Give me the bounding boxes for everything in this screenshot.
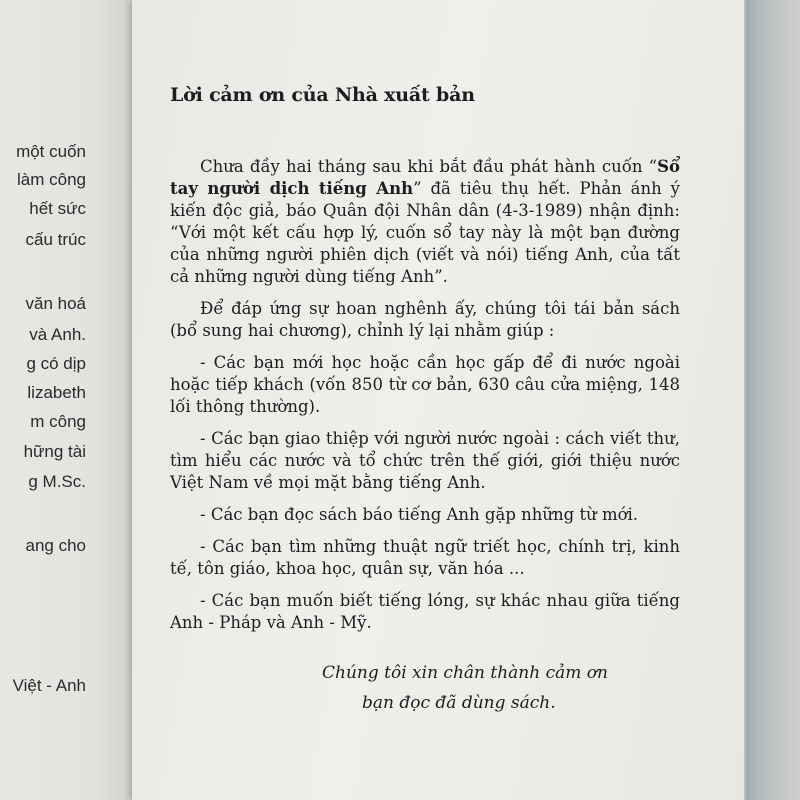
left-page-line: lizabeth bbox=[27, 383, 86, 402]
left-page-line: hết sức bbox=[29, 199, 86, 218]
left-page-line: ang cho bbox=[25, 536, 86, 555]
book-title: Sổ tay người dịch tiếng Anh bbox=[170, 157, 680, 198]
intro-text-before: Chưa đầy hai tháng sau khi bắt đầu phát hành cuốn “ bbox=[200, 157, 658, 176]
left-page-line: và Anh. bbox=[29, 325, 86, 344]
left-page-line: hững tài bbox=[23, 442, 86, 461]
left-page-line: g M.Sc. bbox=[28, 472, 86, 491]
list-item: - Các bạn giao thiệp với người nước ngoài : cách viết thư, tìm hiểu các nước và tổ chức trên thế giới, giới thiệu nước Việt Nam về mọi mặt bằng tiếng Anh. bbox=[170, 429, 680, 492]
page-heading: Lời cảm ơn của Nhà xuất bản bbox=[170, 84, 475, 106]
list-item: - Các bạn mới học hoặc cần học gấp để đi nước ngoài hoặc tiếp khách (vốn 850 từ cơ bản, 630 câu cửa miệng, 148 lối thông thường). bbox=[170, 353, 680, 416]
left-page-line: m công bbox=[30, 412, 86, 431]
list-item: - Các bạn đọc sách báo tiếng Anh gặp những từ mới. bbox=[200, 505, 639, 524]
left-page-line: g có dịp bbox=[26, 354, 86, 373]
closing-thanks bbox=[170, 658, 680, 718]
left-page-line: làm công bbox=[17, 170, 86, 189]
page-content bbox=[170, 84, 680, 718]
background-surface bbox=[740, 0, 800, 800]
main-page bbox=[132, 0, 746, 800]
closing-line: bạn đọc đã dùng sách. bbox=[362, 693, 556, 713]
list-item: - Các bạn tìm những thuật ngữ triết học, chính trị, kinh tế, tôn giáo, khoa học, quân sự, văn hóa ... bbox=[170, 537, 680, 578]
intro-text-after: ” đã tiêu thụ hết. Phản ánh ý kiến độc giả, báo Quân đội Nhân dân (4-3-1989) nhận định: “Với một kết cấu hợp lý, cuốn sổ tay này là một bạn đường của những người phiên dịch (viết và nói) tiếng Anh, của tất cả những người dùng tiếng Anh”. bbox=[170, 179, 681, 286]
left-page-line: cấu trúc bbox=[25, 230, 86, 249]
closing-line: Chúng tôi xin chân thành cảm ơn bbox=[322, 663, 608, 683]
left-page-line: văn hoá bbox=[25, 294, 86, 313]
body-paragraph: Để đáp ứng sự hoan nghênh ấy, chúng tôi tái bản sách (bổ sung hai chương), chỉnh lý lại nhằm giúp : bbox=[170, 299, 680, 340]
intro-paragraph bbox=[170, 156, 680, 288]
left-page-line: một cuốn bbox=[16, 142, 86, 161]
left-facing-page bbox=[0, 0, 132, 800]
list-item: - Các bạn muốn biết tiếng lóng, sự khác nhau giữa tiếng Anh - Pháp và Anh - Mỹ. bbox=[170, 591, 680, 632]
left-page-line: Việt - Anh bbox=[12, 676, 86, 695]
